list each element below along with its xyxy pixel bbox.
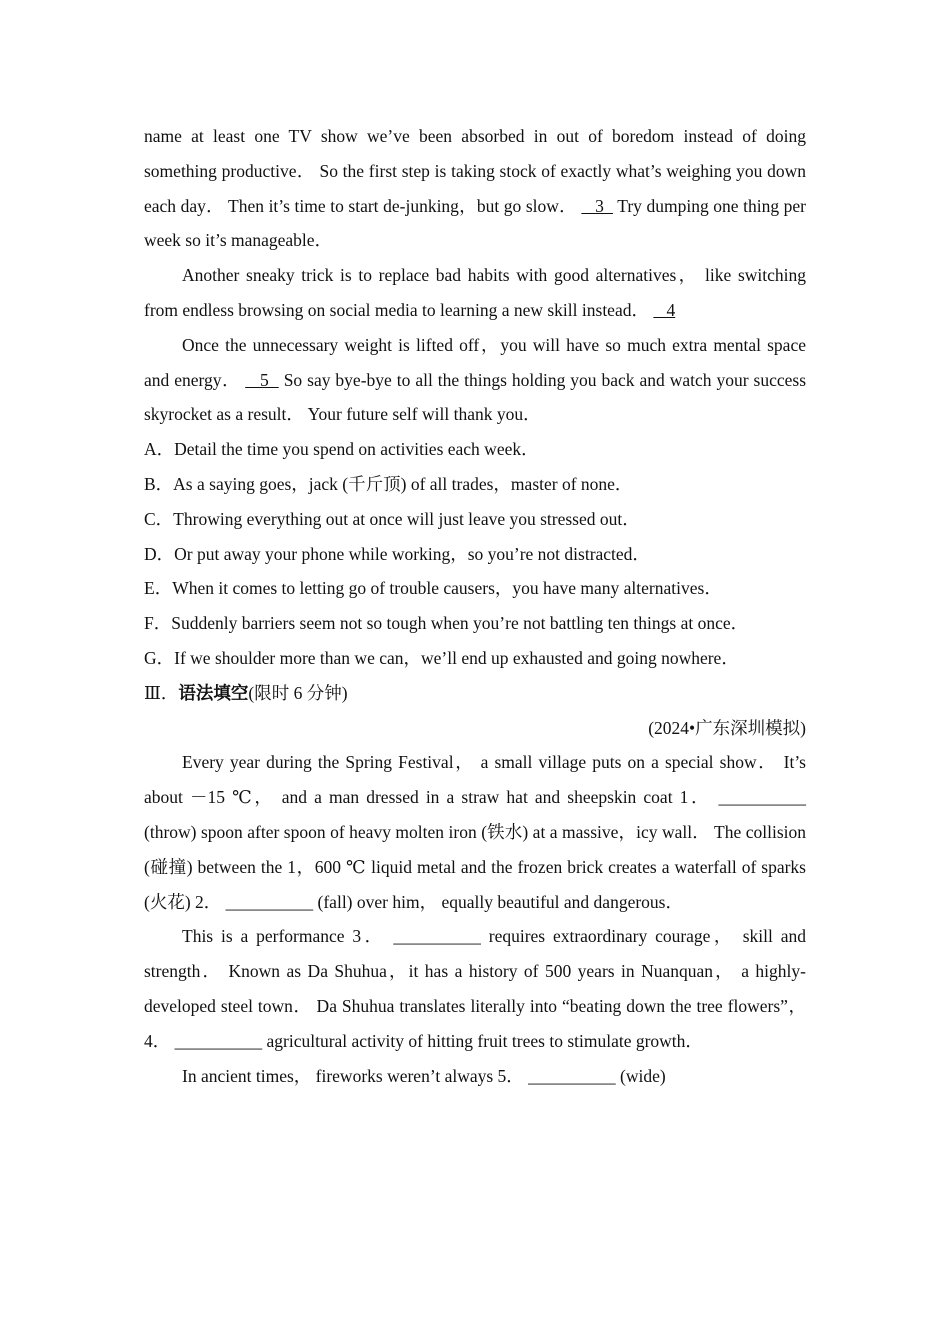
source-label: (2024•广东深圳模拟) [648, 717, 806, 738]
section-time-limit: (限时 6 分钟) [248, 682, 348, 703]
grammar-text: (fall) over him， equally beautiful and dangerous． [313, 891, 683, 912]
blank-5: 5 [245, 369, 279, 390]
blank-3: 3 [581, 195, 613, 216]
option-b: B．As a saying goes，jack (千斤顶) of all trades，master of none． [144, 473, 633, 494]
grammar-blank-1: __________ [718, 787, 806, 808]
grammar-paragraph-3 [144, 1059, 806, 1094]
grammar-text: This is a performance 3． [182, 926, 394, 947]
reading-text: Try dumping one thing per week so it’s manageable． [144, 195, 806, 251]
grammar-text: Every year during the Spring Festival， a small village puts on a special show． It’s about －15 ℃， and a man dressed in a straw hat and sheepskin coat 1． [144, 752, 806, 808]
option-a: A．Detail the time you spend on activities each week． [144, 439, 539, 460]
grammar-blank-5: __________ [528, 1065, 616, 1086]
reading-text: name at least one TV show we’ve been absorbed in out of boredom instead of doing something productive． So the first step is taking stock of exactly what’s weighing you down each day． Then it’s time to start de-junking，but go slow． [144, 126, 806, 216]
reading-text: Once the unnecessary weight is lifted off，you will have so much extra mental space and energy． [144, 334, 806, 390]
reading-paragraph-continued [144, 119, 806, 258]
option-f: F．Suddenly barriers seem not so tough when you’re not battling ten things at once． [144, 613, 749, 634]
grammar-blank-2: __________ [225, 891, 314, 912]
grammar-text: In ancient times， fireworks weren’t always 5． [182, 1065, 529, 1086]
reading-paragraph-2 [144, 258, 806, 328]
grammar-text: (throw) spoon after spoon of heavy molten iron (铁水) at a massive，icy wall． The collision (碰撞) between the 1，600 ℃ liquid metal and the frozen brick creates a waterfall of sparks (火花) 2． [144, 821, 806, 912]
grammar-paragraph-2 [144, 919, 806, 1058]
reading-text: So say bye-bye to all the things holding you back and watch your success skyrocket as a result． Your future self will thank you． [144, 369, 807, 425]
blank-4: 4 [653, 299, 676, 320]
section-number: Ⅲ． [144, 682, 179, 703]
grammar-paragraph-1 [144, 745, 806, 919]
section-heading [144, 676, 806, 711]
option-d: D．Or put away your phone while working，so you’re not distracted． [144, 543, 650, 564]
option-e: E．When it comes to letting go of trouble causers，you have many alternatives． [144, 578, 722, 599]
section-title: 语法填空 [178, 682, 249, 703]
grammar-blank-4: __________ [174, 1030, 263, 1051]
option-g: G．If we shoulder more than we can，we’ll end up exhausted and going nowhere． [144, 647, 739, 668]
option-c: C．Throwing everything out at once will just leave you stressed out． [144, 508, 640, 529]
grammar-text: (wide) [615, 1065, 666, 1086]
grammar-text: requires extraordinary courage， skill and strength． Known as Da Shuhua，it has a history of 500 years in Nuanquan， a highly-developed steel town． Da Shuhua translates literally into “beating down the tree flowers”， 4． [144, 926, 807, 1051]
document-body [144, 119, 806, 1093]
reading-paragraph-3 [144, 328, 806, 432]
grammar-text: agricultural activity of hitting fruit trees to stimulate growth． [262, 1030, 703, 1051]
reading-text: Another sneaky trick is to replace bad habits with good alternatives， like switching from endless browsing on social media to learning a new skill instead． [144, 265, 806, 320]
grammar-blank-3: __________ [393, 926, 481, 947]
